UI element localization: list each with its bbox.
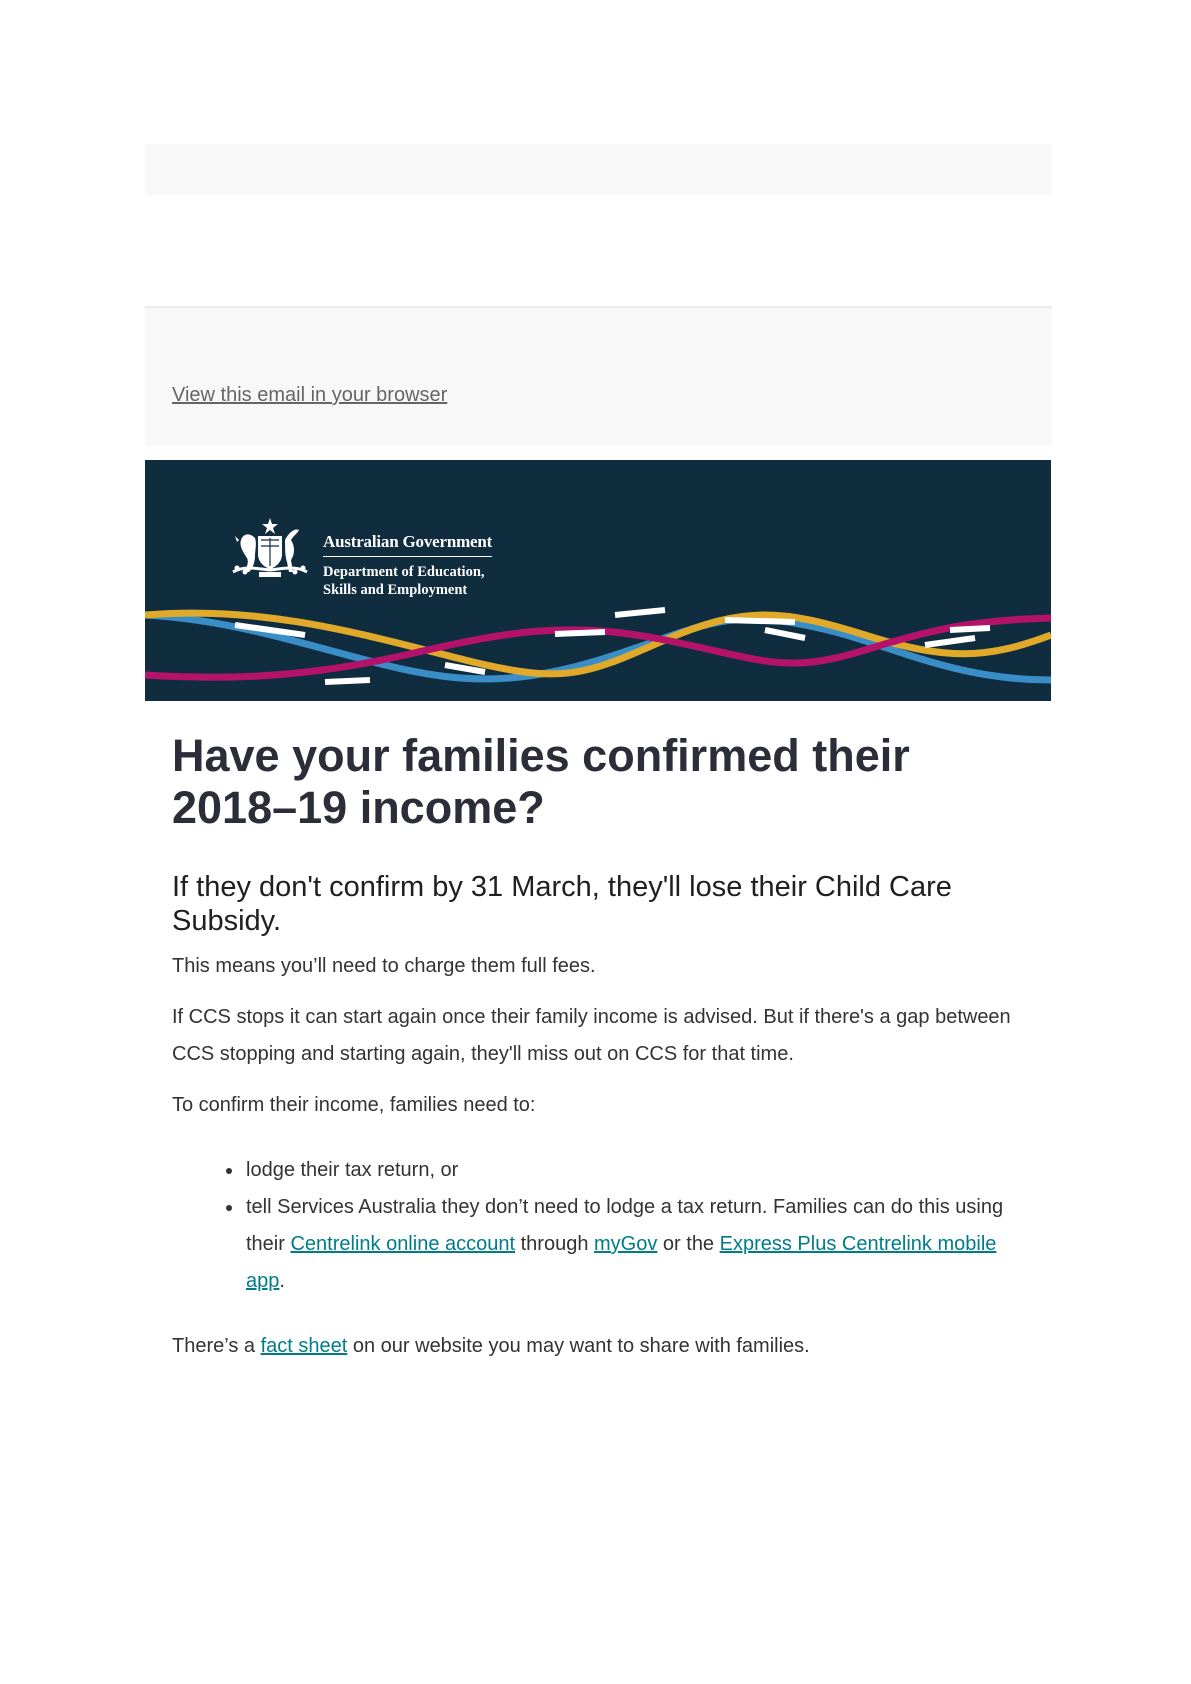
list-item-lodge-tax: • lodge their tax return, or [244,1152,1032,1189]
government-wordmark [323,532,492,599]
view-in-browser-link[interactable]: View this email in your browser [172,384,448,406]
top-spacer-strip [145,144,1052,195]
fact-sheet-text-after: on our website you may want to share with families. [347,1335,810,1357]
department-line-2: Skills and Employment [323,582,468,598]
express-plus-app-link[interactable]: Express Plus Centrelink mobile app [246,1233,997,1292]
subheadline: If they don't confirm by 31 March, they'll lose their Child Care Subsidy. [172,871,952,937]
bullet2-text-end: . [279,1270,285,1292]
mygov-link[interactable]: myGov [594,1233,658,1255]
paragraph-fact-sheet [172,1328,1032,1365]
email-body [172,730,1032,1365]
headline: Have your families confirmed their 2018–19 income? [172,730,910,833]
centrelink-online-account-link[interactable]: Centrelink online account [290,1233,516,1255]
department-name [323,563,492,599]
commonwealth-coat-of-arms-icon [225,516,315,582]
bullet2-text-before: tell Services Australia they don’t need to lodge a tax return. Families can do this using their [246,1196,1004,1255]
bullet2-text-mid1: through [515,1233,595,1255]
list-item-tell-services [244,1189,1032,1300]
paragraph-confirm-intro: To confirm their income, families need to: [172,1094,536,1116]
paragraph-ccs-gap: If CCS stops it can start again once their family income is advised. But if there's a gap between CCS stopping and starting again, they'll miss out on CCS for that time. [172,1006,1011,1065]
confirm-steps-list [172,1152,1032,1300]
department-line-1: Department of Education, [323,564,485,580]
header-banner [145,460,1051,701]
fact-sheet-text-before: There’s a [172,1335,261,1357]
paragraph-full-fees: This means you’ll need to charge them full fees. [172,955,596,977]
preheader-bar [145,306,1052,446]
bullet2-text-mid2: or the [657,1233,720,1255]
government-title: Australian Government [323,532,492,557]
fact-sheet-link[interactable]: fact sheet [260,1335,348,1357]
